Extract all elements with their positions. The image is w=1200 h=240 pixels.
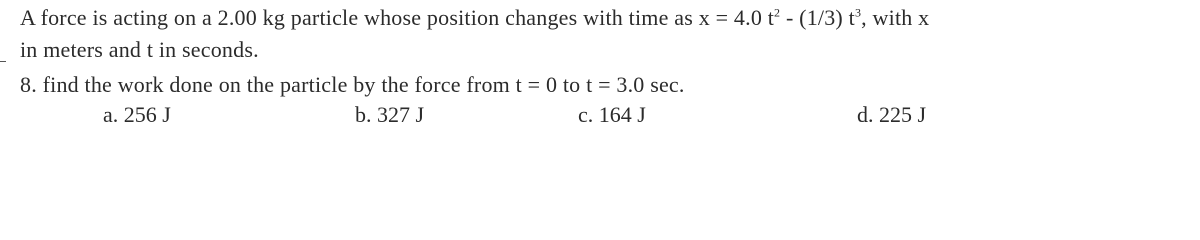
question-text: 8. find the work done on the particle by the force from t = 0 to t = 3.0 sec. [20,72,685,97]
choice-b: b. 327 J [355,102,425,127]
problem-statement-line-2: in meters and t in seconds. [20,37,259,62]
statement-text-part-2: - (1/3) t [780,5,855,30]
choice-c: c. 164 J [578,102,646,127]
statement-text-part-3: , with x [861,5,930,30]
margin-tick-mark [0,61,6,62]
choice-a: a. 256 J [103,102,171,127]
statement-text-part-1: A force is acting on a 2.00 kg particle whose position changes with time as x = 4.0 t [20,5,775,30]
problem-statement-line-1 [20,5,929,31]
exponent-3: 3 [854,5,862,20]
choice-d: d. 225 J [857,102,927,127]
answer-choices [0,102,1200,130]
exponent-2: 2 [774,5,781,20]
